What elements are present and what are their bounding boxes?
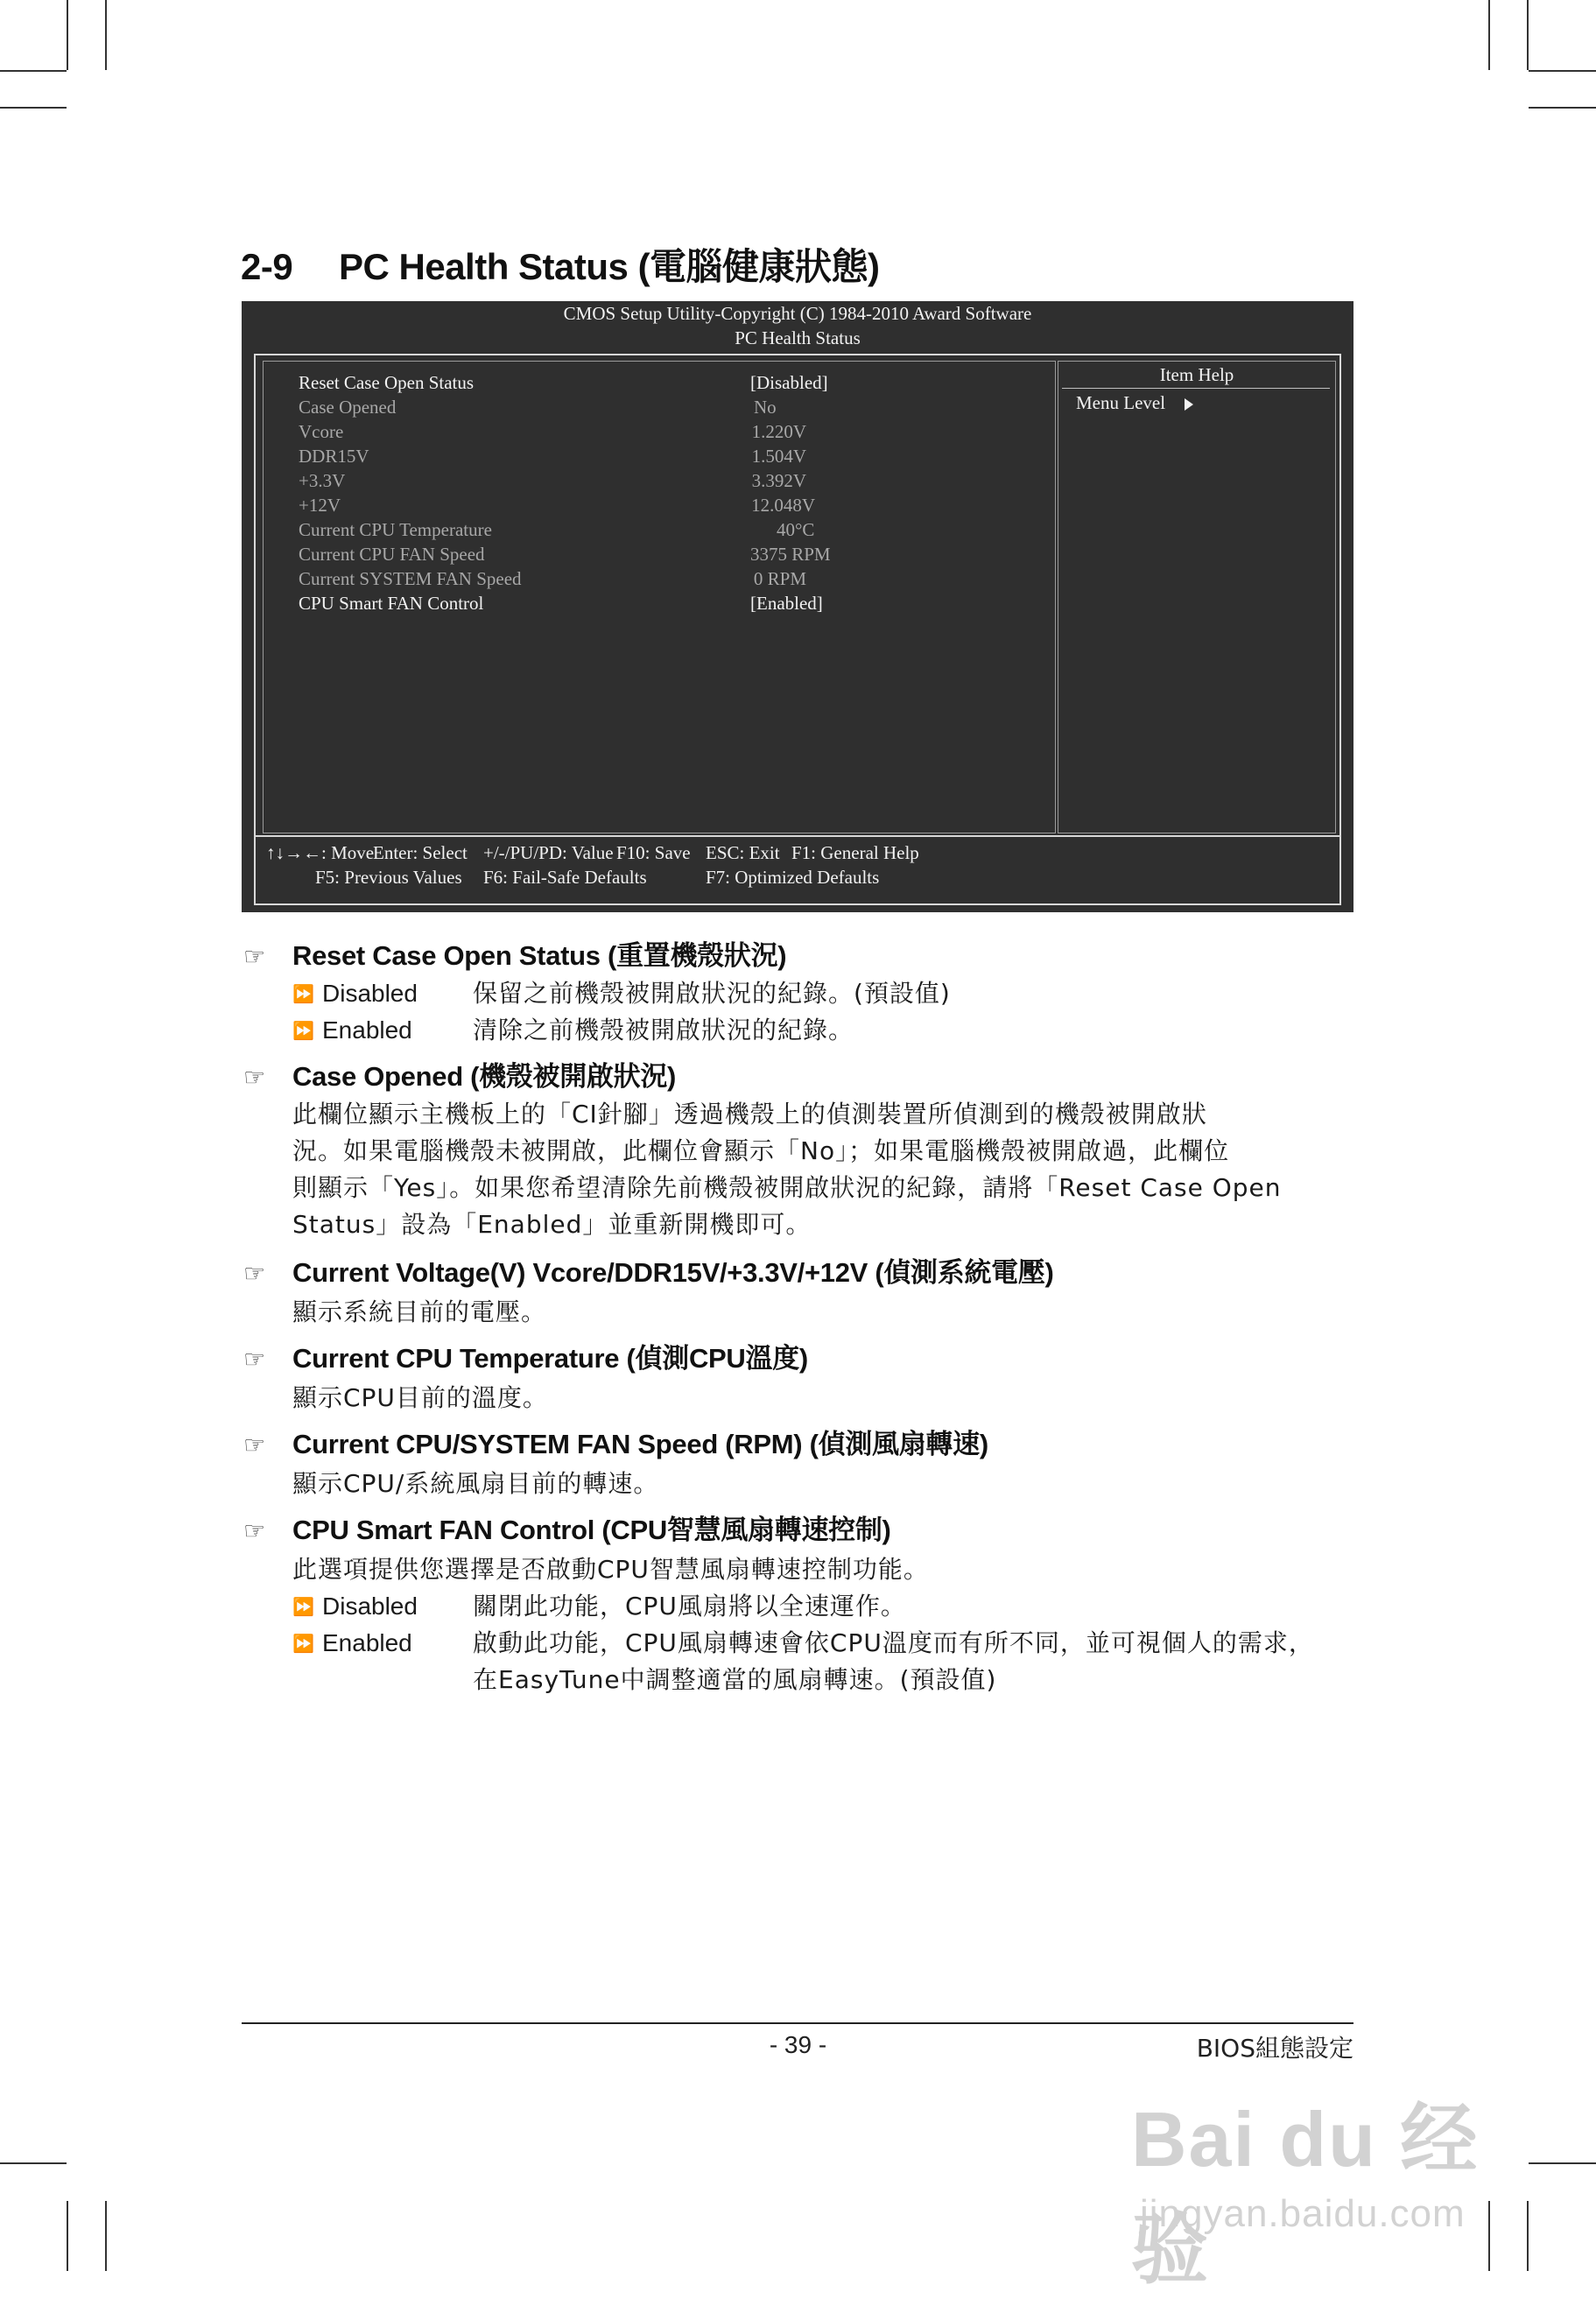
heading-reset-case-open-status	[243, 933, 786, 973]
bios-row-value[interactable]: [Enabled]	[750, 593, 823, 614]
heading-text: Current CPU/SYSTEM FAN Speed (RPM) (偵測風扇轉速)	[292, 1429, 988, 1459]
heading-text: Case Opened (機殼被開啟狀況)	[292, 1061, 677, 1092]
heading-text: CPU Smart FAN Control (CPU智慧風扇轉速控制)	[292, 1515, 891, 1545]
section-number: 2-9	[241, 246, 293, 287]
heading-cpu-smart-fan-control	[243, 1508, 891, 1547]
menu-level-label: Menu Level	[1076, 392, 1166, 413]
pointing-hand-icon: ☞	[243, 1260, 265, 1287]
crop-mark	[67, 0, 68, 70]
footer-chapter: BIOS組態設定	[1196, 2034, 1353, 2063]
paragraph-line: 此欄位顯示主機板上的「CI針腳」透過機殼上的偵測裝置所偵測到的機殼被開啟狀	[292, 1100, 1207, 1128]
double-arrow-icon: ⏩	[292, 983, 314, 1004]
bios-panel	[254, 354, 1341, 905]
heading-text: Current CPU Temperature (偵測CPU溫度)	[292, 1343, 808, 1374]
option-disabled	[292, 975, 951, 1012]
item-help-divider	[1062, 388, 1330, 389]
key-save: F10: Save	[616, 842, 691, 863]
crop-mark	[0, 70, 67, 72]
crop-mark	[0, 2162, 67, 2164]
bios-screen	[242, 301, 1353, 912]
bios-row-value: 0 RPM	[753, 568, 806, 589]
pointing-hand-icon: ☞	[243, 1064, 265, 1091]
bios-row-value: 12.048V	[751, 495, 815, 516]
paragraph-line: Status」設為「Enabled」並重新開機即可。	[292, 1210, 812, 1239]
double-arrow-icon: ⏩	[292, 1020, 314, 1041]
key-move: ↑↓→←: Move	[266, 842, 375, 863]
pointing-hand-icon: ☞	[243, 1517, 265, 1544]
watermark-url: jingyan.baidu.com	[1140, 2192, 1466, 2235]
item-help-title: Item Help	[1159, 364, 1234, 385]
option-enabled	[292, 1012, 854, 1049]
crop-mark	[1527, 2201, 1529, 2271]
bios-row-label: Case Opened	[299, 397, 397, 418]
paragraph-line: 顯示CPU目前的溫度。	[292, 1383, 548, 1412]
bios-row-label: Reset Case Open Status	[299, 372, 475, 393]
option-description: 清除之前機殼被開啟狀況的紀錄。	[473, 1016, 854, 1044]
footer-rule	[242, 2022, 1353, 2024]
crop-mark	[105, 2201, 107, 2271]
section-heading: PC Health Status (電腦健康狀態)	[339, 246, 880, 287]
watermark-logo	[1131, 2078, 1499, 2293]
option-description: 關閉此功能，CPU風扇將以全速運作。	[473, 1592, 906, 1621]
menu-level	[1076, 391, 1193, 414]
item-help-frame	[1058, 361, 1336, 833]
bios-row-label: +12V	[299, 495, 341, 516]
crop-mark	[1529, 107, 1596, 109]
bios-header-page: PC Health Status	[735, 327, 861, 348]
key-exit: ESC: Exit	[706, 842, 780, 863]
bios-row-label: Current SYSTEM FAN Speed	[299, 568, 522, 589]
crop-mark	[105, 0, 107, 70]
paragraph-line: 顯示CPU/系統風扇目前的轉速。	[292, 1469, 659, 1498]
crop-mark	[1529, 2162, 1596, 2164]
crop-mark	[0, 107, 67, 109]
bios-row-label: +3.3V	[299, 470, 346, 491]
crop-mark	[1527, 0, 1529, 70]
heading-case-opened	[243, 1054, 676, 1093]
page-number: - 39 -	[769, 2031, 827, 2058]
key-enter: Enter: Select	[373, 842, 468, 863]
bios-row-value: No	[754, 397, 777, 418]
bios-row-value: 1.504V	[751, 446, 806, 467]
bios-row-label: Vcore	[299, 421, 344, 442]
bios-row-value[interactable]: [Disabled]	[750, 372, 828, 393]
option-description: 啟動此功能，CPU風扇轉速會依CPU溫度而有所不同，並可視個人的需求，	[473, 1628, 1314, 1657]
key-fail-safe-defaults: F6: Fail-Safe Defaults	[483, 867, 647, 888]
bios-row-value: 40°C	[777, 519, 815, 540]
option-enabled	[292, 1625, 1314, 1662]
option-name: Enabled	[322, 1629, 412, 1656]
watermark-brand: Bai du 经验	[1131, 2096, 1480, 2293]
crop-mark	[1529, 70, 1596, 72]
paragraph-line: 則顯示「Yes」。如果您希望清除先前機殼被開啟狀況的紀錄，請將「Reset Case Open	[292, 1173, 1282, 1202]
menu-level-arrow-icon	[1185, 398, 1193, 411]
key-value: +/-/PU/PD: Value	[483, 842, 614, 863]
paragraph-line: 顯示系統目前的電壓。	[292, 1297, 547, 1326]
double-arrow-icon: ⏩	[292, 1633, 314, 1654]
key-optimized-defaults: F7: Optimized Defaults	[706, 867, 880, 888]
bios-row-label: Current CPU FAN Speed	[299, 544, 485, 565]
bios-row-label: CPU Smart FAN Control	[299, 593, 484, 614]
key-previous-values: F5: Previous Values	[315, 867, 462, 888]
heading-cpu-temperature	[243, 1336, 808, 1375]
bios-settings-frame	[263, 361, 1056, 833]
pointing-hand-icon: ☞	[243, 1346, 265, 1373]
option-name: Enabled	[322, 1016, 412, 1044]
bios-header-copyright: CMOS Setup Utility-Copyright (C) 1984-2010 Award Software	[563, 303, 1032, 324]
bios-row-value: 3375 RPM	[750, 544, 831, 565]
option-name: Disabled	[322, 1592, 418, 1620]
crop-mark	[1488, 0, 1490, 70]
paragraph-line: 況。如果電腦機殼未被開啟，此欄位會顯示「No」；如果電腦機殼被開啟過，此欄位	[292, 1136, 1230, 1165]
option-name: Disabled	[322, 980, 418, 1007]
double-arrow-icon: ⏩	[292, 1596, 314, 1617]
bios-row-value: 3.392V	[751, 470, 806, 491]
bios-row-value: 1.220V	[751, 421, 806, 442]
option-description: 在EasyTune中調整適當的風扇轉速。(預設值)	[473, 1665, 997, 1694]
heading-current-voltage	[243, 1250, 1054, 1290]
crop-mark	[67, 2201, 68, 2271]
bios-row-label: Current CPU Temperature	[299, 519, 492, 540]
heading-fan-speed	[243, 1422, 988, 1461]
key-general-help: F1: General Help	[791, 842, 919, 863]
heading-text: Reset Case Open Status (重置機殼狀況)	[292, 940, 787, 971]
option-disabled	[292, 1588, 906, 1625]
bios-row-label: DDR15V	[299, 446, 369, 467]
option-description: 保留之前機殼被開啟狀況的紀錄。(預設值)	[473, 979, 951, 1008]
bios-key-divider	[256, 835, 1339, 837]
pointing-hand-icon: ☞	[243, 1431, 265, 1459]
section-title	[241, 238, 880, 291]
paragraph-line: 此選項提供您選擇是否啟動CPU智慧風扇轉速控制功能。	[292, 1555, 929, 1584]
heading-text: Current Voltage(V) Vcore/DDR15V/+3.3V/+12V (偵測系統電壓)	[292, 1257, 1054, 1288]
pointing-hand-icon: ☞	[243, 943, 265, 970]
option-enabled-continued	[292, 1662, 996, 1698]
